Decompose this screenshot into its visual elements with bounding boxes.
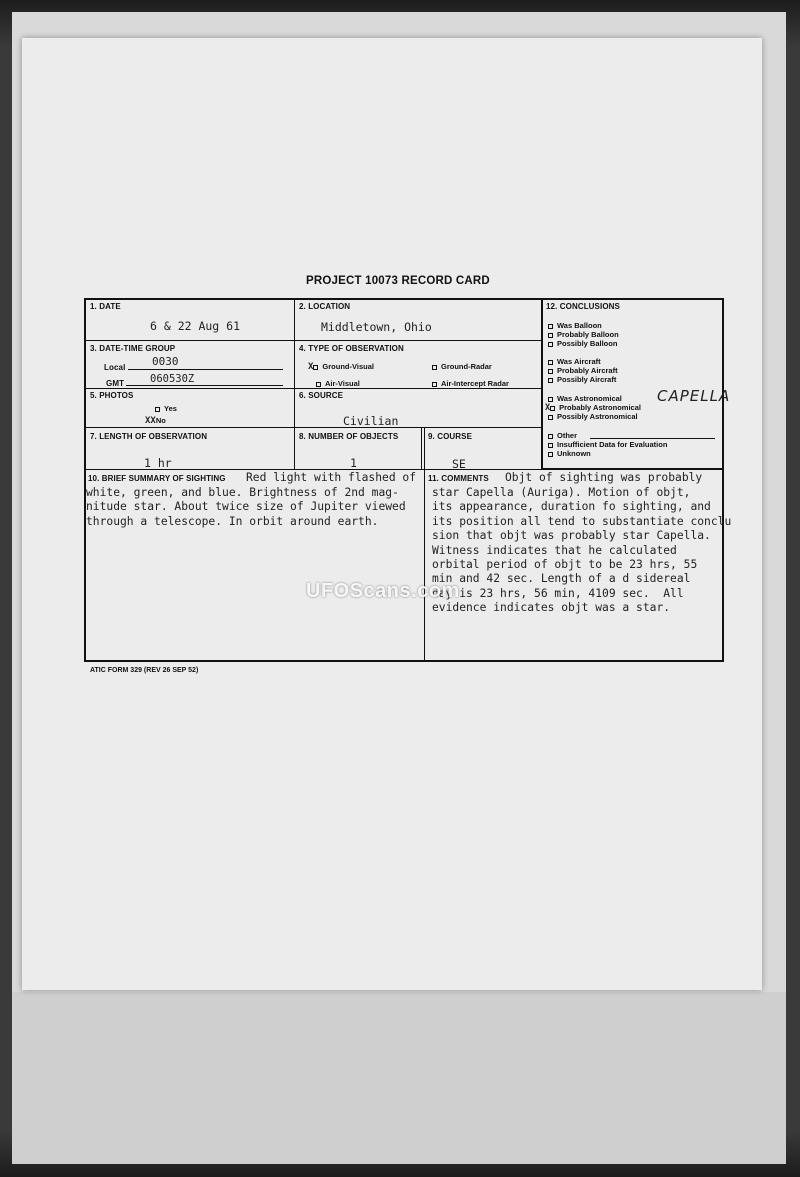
conclusion-insufficient-data: Insufficient Data for Evaluation <box>548 440 667 449</box>
dtg-local-label: Local <box>104 363 126 372</box>
comments-text: star Capella (Auriga). Motion of objt, its appearance, duration fo sighting, and its position all tend to substantiate conclu sion that objt was probably star Capella. Witness indicates that he calculated orbital period of objt to be 23 hrs, 55 min and 42 sec. Length of a d sidereal day is 23 hrs, 56 min, 4109 sec. All evidence indicates objt was a star. <box>432 486 732 615</box>
conclusion-was-aircraft: Was Aircraft <box>548 357 601 366</box>
conclusion-possibly-astronomical: Possibly Astronomical <box>548 412 638 421</box>
num-objects-value: 1 <box>350 456 357 470</box>
checkbox-icon <box>548 324 553 329</box>
checkbox-icon <box>548 443 553 448</box>
checkbox-icon <box>548 369 553 374</box>
conclusion-was-astronomical: Was Astronomical <box>548 394 622 403</box>
summary-first-line: Red light with flashed of <box>246 471 417 484</box>
conclusion-was-balloon: Was Balloon <box>548 321 602 330</box>
checkbox-icon <box>548 378 553 383</box>
checkbox-icon <box>155 407 160 412</box>
watermark: UFOScans.com <box>306 580 460 602</box>
length-value: 1 hr <box>144 456 172 470</box>
type-ground-radar: Ground-Radar <box>432 362 492 371</box>
source-label: 6. SOURCE <box>299 391 344 400</box>
conclusion-possibly-aircraft: Possibly Aircraft <box>548 375 616 384</box>
location-value: Middletown, Ohio <box>321 320 432 334</box>
conclusions-label: 12. CONCLUSIONS <box>546 302 620 311</box>
lower-paper-edge <box>12 992 786 1164</box>
handwritten-capella: CAPELLA <box>657 387 731 405</box>
grid-line <box>84 427 542 428</box>
checkbox-icon <box>548 333 553 338</box>
grid-line <box>541 298 543 470</box>
source-value: Civilian <box>343 414 399 428</box>
location-label: 2. LOCATION <box>299 302 351 311</box>
dtg-gmt-line <box>126 385 283 386</box>
type-label: 4. TYPE OF OBSERVATION <box>299 344 404 353</box>
checkbox-icon <box>548 434 553 439</box>
conclusion-unknown: Unknown <box>548 449 591 458</box>
checkbox-icon <box>432 365 437 370</box>
checkbox-icon <box>548 452 553 457</box>
checkbox-icon <box>548 415 553 420</box>
checkbox-icon <box>548 342 553 347</box>
card-title: PROJECT 10073 RECORD CARD <box>306 275 490 287</box>
conclusion-probably-balloon: Probably Balloon <box>548 330 619 339</box>
grid-line <box>294 298 295 470</box>
photos-label: 5. PHOTOS <box>90 391 134 400</box>
grid-line <box>84 388 542 389</box>
course-label: 9. COURSE <box>428 432 473 441</box>
conclusion-possibly-balloon: Possibly Balloon <box>548 339 617 348</box>
photos-no: XXNo <box>145 416 166 426</box>
form-id: ATIC FORM 329 (REV 26 SEP 52) <box>90 667 199 674</box>
date-label: 1. DATE <box>90 302 121 311</box>
num-objects-label: 8. NUMBER OF OBJECTS <box>299 432 399 441</box>
type-air-intercept: Air-Intercept Radar <box>432 379 509 388</box>
type-ground-visual: X Ground-Visual <box>308 362 374 372</box>
conclusion-other: Other <box>548 431 577 440</box>
dtg-gmt-value: 060530Z <box>150 373 195 385</box>
dtg-local-value: 0030 <box>152 355 179 368</box>
photos-yes: Yes <box>155 404 177 413</box>
type-air-visual: Air-Visual <box>316 379 360 388</box>
dtg-label: 3. DATE-TIME GROUP <box>90 344 176 353</box>
grid-line <box>84 340 542 341</box>
dtg-local-line <box>128 369 283 370</box>
comments-first-line: Objt of sighting was probably <box>505 471 703 484</box>
other-line <box>590 438 715 439</box>
grid-line <box>421 427 422 469</box>
astronomical-check-mark: X <box>545 403 551 413</box>
checkbox-icon <box>432 382 437 387</box>
summary-text: white, green, and blue. Brightness of 2nd mag- nitude star. About twice size of Jupiter viewed through a telescope. In orbit around earth. <box>86 486 406 528</box>
dtg-gmt-label: GMT <box>106 379 125 388</box>
comments-label: 11. COMMENTS <box>428 474 489 483</box>
course-value: SE <box>452 457 466 471</box>
grid-line <box>541 468 724 470</box>
checkbox-icon <box>548 360 553 365</box>
date-value: 6 & 22 Aug 61 <box>150 319 241 333</box>
photos-no-mark: XX <box>145 416 156 426</box>
summary-label: 10. BRIEF SUMMARY OF SIGHTING <box>88 474 226 483</box>
checkbox-icon <box>550 406 555 411</box>
ground-visual-mark: X <box>308 362 314 372</box>
conclusion-probably-aircraft: Probably Aircraft <box>548 366 618 375</box>
length-label: 7. LENGTH OF OBSERVATION <box>90 432 208 441</box>
conclusion-probably-astronomical: X Probably Astronomical <box>545 403 641 413</box>
checkbox-icon <box>316 382 321 387</box>
checkbox-icon <box>313 365 318 370</box>
grid-line <box>424 427 425 661</box>
checkbox-icon <box>548 397 553 402</box>
